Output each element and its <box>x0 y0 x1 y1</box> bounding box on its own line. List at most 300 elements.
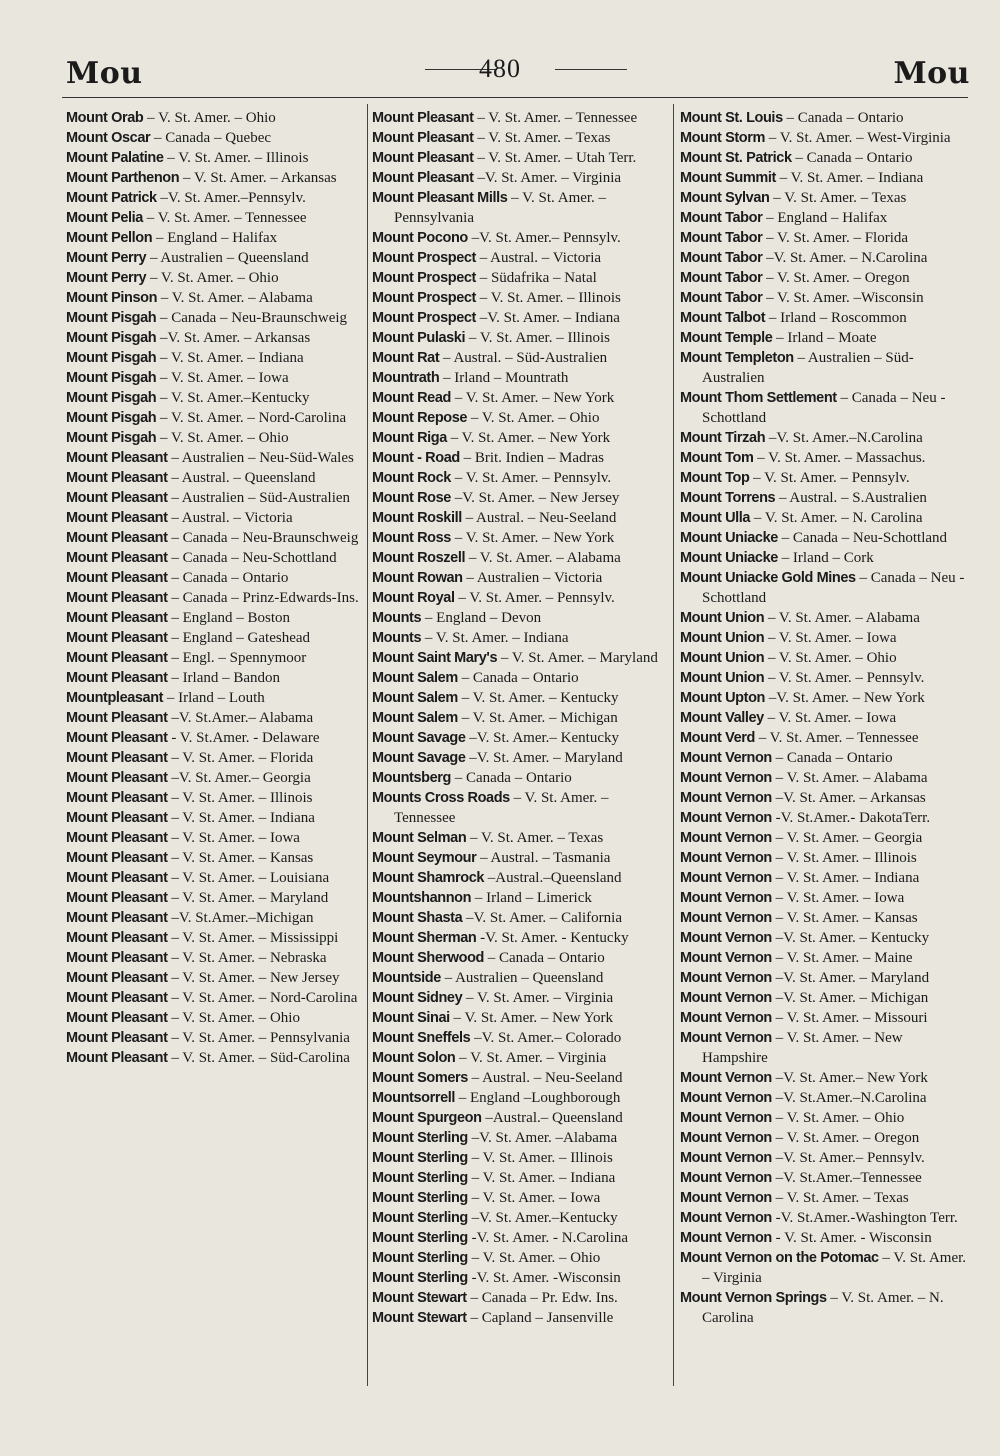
gazetteer-entry <box>372 888 670 908</box>
place-name: Mount Tabor <box>680 250 763 266</box>
gazetteer-entry <box>66 988 364 1008</box>
place-location: – V. St. Amer. – Pennsylv. <box>454 590 615 606</box>
place-location: – V. St. Amer. – Georgia <box>771 830 923 846</box>
place-location: – Südafrika – Natal <box>475 270 597 286</box>
gazetteer-entry <box>372 248 670 268</box>
place-name: Mount Perry <box>66 270 147 286</box>
place-location: – V. St. Amer. – Kentucky <box>457 690 619 706</box>
place-name: Mount Pulaski <box>372 330 466 346</box>
gazetteer-entry <box>680 1188 972 1208</box>
page-number: 480 <box>479 54 521 83</box>
gazetteer-entry <box>372 288 670 308</box>
gazetteer-entry <box>372 1268 670 1288</box>
place-location: – V. St. Amer. – Pennsylv. <box>764 670 925 686</box>
place-location: – V. St. Amer. – Iowa <box>467 1190 601 1206</box>
gazetteer-entry <box>372 408 670 428</box>
place-name: Mount Rowan <box>372 570 463 586</box>
place-name: Mount Prospect <box>372 290 476 306</box>
place-name: Mount Orab <box>66 110 144 126</box>
gazetteer-entry <box>372 1148 670 1168</box>
gazetteer-entry <box>680 268 972 288</box>
place-name: Mount Pisgah <box>66 370 157 386</box>
place-name: Mount Pleasant <box>66 710 168 726</box>
place-location: – V. St. Amer. – Virginia <box>455 1050 607 1066</box>
place-location: – V. St. Amer. – Illinois <box>163 150 309 166</box>
place-name: Mount Union <box>680 610 765 626</box>
place-name: Mount Valley <box>680 710 764 726</box>
place-location: – Canada – Neu-Schottland <box>777 530 948 546</box>
place-name: Mount Sherman <box>372 930 477 946</box>
place-name: Mount Ulla <box>680 510 751 526</box>
place-name: Mount Pleasant <box>66 490 168 506</box>
place-location: –V. St. Amer.– Colorado <box>470 1030 622 1046</box>
gazetteer-entry <box>680 888 972 908</box>
place-location: –V. St. Amer. – New Jersey <box>450 490 620 506</box>
gazetteer-entry <box>372 388 670 408</box>
place-name: Mount Vernon <box>680 750 772 766</box>
gazetteer-entry <box>372 528 670 548</box>
place-location: –V. St.Amer.– Alabama <box>167 710 314 726</box>
place-location: – Irland – Moate <box>772 330 877 346</box>
place-name: Mount Union <box>680 670 765 686</box>
place-name: Mount Rat <box>372 350 440 366</box>
place-name: Mount Pellon <box>66 230 153 246</box>
column-divider-2 <box>673 104 674 1386</box>
place-name: Mount Sterling <box>372 1230 468 1246</box>
gazetteer-entry <box>680 528 972 548</box>
place-name: Mount Vernon <box>680 1190 772 1206</box>
place-name: Mount Riga <box>372 430 447 446</box>
place-name: Mount Savage <box>372 750 466 766</box>
gazetteer-entry <box>66 428 364 448</box>
place-name: Mount Salem <box>372 710 458 726</box>
place-name: Mount Talbot <box>680 310 766 326</box>
place-location: – England –Loughborough <box>455 1090 621 1106</box>
gazetteer-entry <box>680 1228 972 1248</box>
place-name: Mount Sterling <box>372 1150 468 1166</box>
place-location: –V. St. Amer. – N.Carolina <box>762 250 928 266</box>
place-location: – V. St. Amer. – Michigan <box>457 710 618 726</box>
gazetteer-entry <box>66 628 364 648</box>
place-name: Mount Pleasant <box>66 830 168 846</box>
place-location: – V. St. Amer. – Nebraska <box>167 950 327 966</box>
place-location: – V. St. Amer. – Ohio <box>167 1010 300 1026</box>
place-location: – V. St. Amer. – Iowa <box>771 890 905 906</box>
gazetteer-entry <box>66 908 364 928</box>
gazetteer-entry <box>680 1068 972 1088</box>
place-location: – V. St. Amer. – New Jersey <box>167 970 340 986</box>
place-name: Mount Pleasant <box>66 510 168 526</box>
place-location: – V. St. Amer. – Texas <box>769 190 907 206</box>
gazetteer-entry <box>66 728 364 748</box>
gazetteer-entry <box>680 628 972 648</box>
place-name: Mount St. Patrick <box>680 150 792 166</box>
gazetteer-entry <box>66 168 364 188</box>
place-location: – V. St. Amer. – Indiana <box>421 630 569 646</box>
place-name: Mount Pleasant <box>66 870 168 886</box>
gazetteer-entry <box>372 988 670 1008</box>
place-location: – V. St. Amer. – Alabama <box>465 550 621 566</box>
place-location: – V. St. Amer. – New York <box>449 1010 613 1026</box>
place-name: Mount Vernon <box>680 910 772 926</box>
place-name: Mount Sherwood <box>372 950 484 966</box>
place-name: Mount Read <box>372 390 451 406</box>
place-location: – V. St. Amer. – Tennessee <box>142 210 307 226</box>
gazetteer-entry <box>680 288 972 308</box>
gazetteer-entry <box>372 868 670 888</box>
place-location: -V. St.Amer.-Washington Terr. <box>771 1210 958 1226</box>
gazetteer-entry <box>680 1128 972 1148</box>
gazetteer-entry <box>680 968 972 988</box>
place-location: – Austral. – Neu-Seeland <box>467 1070 623 1086</box>
gazetteer-entry <box>66 448 364 468</box>
page-header <box>0 0 1000 100</box>
gazetteer-entry <box>372 508 670 528</box>
gazetteer-entry <box>680 1148 972 1168</box>
place-location: – V. St. Amer. – Oregon <box>762 270 910 286</box>
gazetteer-entry <box>372 1308 670 1328</box>
place-location: – Austral. – Victoria <box>475 250 602 266</box>
column-1 <box>66 108 364 1068</box>
place-location: – Canada – Neu - Schottland <box>702 390 946 426</box>
gazetteer-entry <box>680 648 972 668</box>
place-location: – V. St. Amer. – N. Carolina <box>702 1290 944 1326</box>
place-location: – Austral. – Victoria <box>167 510 293 526</box>
place-location: – Australien – Neu-Süd-Wales <box>167 450 354 466</box>
place-location: – V. St. Amer. – Illinois <box>467 1150 613 1166</box>
place-name: Mount Vernon <box>680 1230 772 1246</box>
gazetteer-entry <box>372 608 670 628</box>
place-location: – V. St. Amer. – Florida <box>762 230 909 246</box>
place-name: Mount Somers <box>372 1070 468 1086</box>
place-location: – V. St. Amer. – Pennsylv. <box>749 470 910 486</box>
place-name: Mount Top <box>680 470 750 486</box>
place-location: – V. St. Amer. – Maine <box>771 950 913 966</box>
gazetteer-entry <box>372 168 670 188</box>
gazetteer-entry <box>372 308 670 328</box>
place-location: –V. St. Amer. – Michigan <box>771 990 929 1006</box>
place-name: Mount Prospect <box>372 250 476 266</box>
gazetteer-entry <box>680 208 972 228</box>
place-name: Mount Pleasant <box>66 810 168 826</box>
gazetteer-entry <box>372 848 670 868</box>
gazetteer-entry <box>66 1008 364 1028</box>
gazetteer-entry <box>372 928 670 948</box>
place-name: Mountpleasant <box>66 690 164 706</box>
place-name: Mount Pleasant <box>66 910 168 926</box>
place-name: Mount Saint Mary's <box>372 650 498 666</box>
gazetteer-entry <box>66 1028 364 1048</box>
place-name: Mount Tabor <box>680 270 763 286</box>
gazetteer-entry <box>372 108 670 128</box>
place-name: Mount Uniacke Gold Mines <box>680 570 856 586</box>
running-head-left: Mou <box>66 56 143 91</box>
place-name: Mount Royal <box>372 590 455 606</box>
place-location: – Austral. – Tasmania <box>476 850 611 866</box>
place-name: Mount Summit <box>680 170 776 186</box>
place-name: Mount Prospect <box>372 270 476 286</box>
place-location: – V. St. Amer. – New York <box>450 390 615 406</box>
place-name: Mount Rock <box>372 470 451 486</box>
place-location: – V. St. Amer. – Virginia <box>462 990 614 1006</box>
place-location: – England – Devon <box>421 610 542 626</box>
place-location: – V. St. Amer. – Pennsylvania <box>167 1030 350 1046</box>
place-location: –V. St. Amer. – Maryland <box>465 750 623 766</box>
gazetteer-entry <box>66 748 364 768</box>
place-name: Mount Prospect <box>372 310 476 326</box>
place-name: Mount Pleasant <box>372 130 474 146</box>
gazetteer-entry <box>66 928 364 948</box>
gazetteer-entry <box>680 768 972 788</box>
place-location: –V. St. Amer. – Maryland <box>771 970 930 986</box>
gazetteer-entry <box>66 868 364 888</box>
place-name: Mountside <box>372 970 441 986</box>
gazetteer-entry <box>372 368 670 388</box>
place-name: Mount Pisgah <box>66 330 157 346</box>
gazetteer-entry <box>66 588 364 608</box>
place-name: Mount Pleasant <box>66 610 168 626</box>
place-location: – V. St. Amer. – Missouri <box>771 1010 928 1026</box>
gazetteer-entry <box>372 448 670 468</box>
place-location: – Irland – Cork <box>777 550 874 566</box>
place-location: – V. St. Amer. – N. Carolina <box>750 510 923 526</box>
place-location: – V. St. Amer. – Virginia <box>702 1250 967 1286</box>
place-name: Mount Ross <box>372 530 451 546</box>
place-location: –V. St. Amer.–Kentucky <box>467 1210 618 1226</box>
place-location: – V. St. Amer. – Ohio <box>467 410 600 426</box>
gazetteer-entry <box>372 628 670 648</box>
place-name: Mountrath <box>372 370 440 386</box>
place-name: Mount Seymour <box>372 850 477 866</box>
column-divider-1 <box>367 104 368 1386</box>
place-name: Mounts <box>372 610 422 626</box>
gazetteer-entry <box>66 768 364 788</box>
place-location: – Canada – Neu-Schottland <box>167 550 337 566</box>
gazetteer-entry <box>372 228 670 248</box>
place-location: – V. St. Amer. – Texas <box>473 130 611 146</box>
place-location: – Irland – Mountrath <box>439 370 569 386</box>
place-name: Mount Pleasant <box>66 450 168 466</box>
place-name: Mount Vernon <box>680 870 772 886</box>
place-name: Mount Tabor <box>680 290 763 306</box>
place-location: – V. St. Amer. – Maryland <box>167 890 329 906</box>
place-name: Mount Vernon <box>680 1030 772 1046</box>
place-location: -V. St. Amer. - Kentucky <box>476 930 629 946</box>
place-location: – V. St. Amer. – Illinois <box>771 850 917 866</box>
place-name: Mount Vernon <box>680 1070 772 1086</box>
place-location: – Canada – Ontario <box>791 150 913 166</box>
gazetteer-entry <box>680 808 972 828</box>
place-location: – V. St. Amer. – Tennessee <box>394 790 609 826</box>
gazetteer-entry <box>66 328 364 348</box>
place-location: – Canada – Ontario <box>484 950 605 966</box>
place-name: Mount Pleasant Mills <box>372 190 508 206</box>
place-name: Mount Vernon <box>680 810 772 826</box>
place-location: –Austral.–Queensland <box>484 870 622 886</box>
place-location: – Australien – Queensland <box>440 970 604 986</box>
place-name: Mountsberg <box>372 770 451 786</box>
place-location: – V. St. Amer. – New Hampshire <box>702 1030 903 1066</box>
gazetteer-entry <box>680 668 972 688</box>
gazetteer-entry <box>66 248 364 268</box>
place-location: – England – Halifax <box>762 210 888 226</box>
place-location: – V. St. Amer. – Ohio <box>771 1110 905 1126</box>
gazetteer-entry <box>372 728 670 748</box>
place-location: – Irland – Limerick <box>471 890 592 906</box>
gazetteer-entry <box>680 1288 972 1328</box>
gazetteer-entry <box>680 108 972 128</box>
place-name: Mount Torrens <box>680 490 776 506</box>
place-location: –V. St. Amer. – Arkansas <box>771 790 926 806</box>
place-location: – V. St. Amer. – Indiana <box>156 350 304 366</box>
gazetteer-entry <box>680 708 972 728</box>
place-location: –V. St.Amer.–Tennessee <box>771 1170 922 1186</box>
gazetteer-entry <box>680 428 972 448</box>
gazetteer-entry <box>66 288 364 308</box>
place-name: Mount Pleasant <box>372 150 474 166</box>
place-location: - V. St.Amer. - Delaware <box>167 730 320 746</box>
place-name: Mount Pleasant <box>66 590 168 606</box>
place-location: – Brit. Indien – Madras <box>459 450 604 466</box>
gazetteer-entry <box>66 508 364 528</box>
gazetteer-entry <box>680 908 972 928</box>
place-name: Mount Palatine <box>66 150 164 166</box>
gazetteer-entry <box>372 688 670 708</box>
place-location: – England – Halifax <box>152 230 278 246</box>
place-location: –V. St. Amer. – Kentucky <box>771 930 930 946</box>
place-location: – V. St. Amer. – Texas <box>771 1190 909 1206</box>
place-name: Mount Pleasant <box>66 1030 168 1046</box>
place-location: – England – Boston <box>167 610 291 626</box>
place-name: Mount Salem <box>372 690 458 706</box>
gazetteer-entry <box>66 668 364 688</box>
gazetteer-entry <box>680 168 972 188</box>
column-2 <box>372 108 670 1328</box>
place-location: – Canada – Prinz-Edwards-Ins. <box>167 590 359 606</box>
place-name: Mounts <box>372 630 422 646</box>
gazetteer-entry <box>680 448 972 468</box>
gazetteer-entry <box>66 808 364 828</box>
place-location: – V. St. Amer. – West-Virginia <box>765 130 951 146</box>
place-name: Mount Pleasant <box>66 530 168 546</box>
gazetteer-entry <box>372 1248 670 1268</box>
place-name: Mount Shasta <box>372 910 463 926</box>
place-name: Mount Templeton <box>680 350 794 366</box>
place-location: – V. St. Amer. – Nord-Carolina <box>167 990 358 1006</box>
place-name: Mount Pleasant <box>66 770 168 786</box>
place-location: – V. St. Amer. – Indiana <box>467 1170 616 1186</box>
place-location: –Austral.– Queensland <box>481 1110 623 1126</box>
place-location: -V. St.Amer.- DakotaTerr. <box>771 810 931 826</box>
place-location: –V. St. Amer.–N.Carolina <box>765 430 923 446</box>
gazetteer-entry <box>680 228 972 248</box>
gazetteer-entry <box>680 828 972 848</box>
place-name: Mount Uniacke <box>680 550 778 566</box>
place-name: Mount Vernon <box>680 970 772 986</box>
gazetteer-entry <box>66 208 364 228</box>
place-name: Mount Vernon on the Potomac <box>680 1250 879 1266</box>
place-location: – V. St. Amer. – Iowa <box>763 710 897 726</box>
place-name: Mount Tom <box>680 450 754 466</box>
place-name: Mount Stewart <box>372 1310 467 1326</box>
place-location: – V. St. Amer. – Illinois <box>167 790 313 806</box>
place-location: –V. St.Amer.–N.Carolina <box>771 1090 927 1106</box>
gazetteer-entry <box>372 468 670 488</box>
place-name: Mount Pleasant <box>66 990 168 1006</box>
place-name: Mount Shamrock <box>372 870 485 886</box>
gazetteer-entry <box>372 568 670 588</box>
place-name: Mount Pleasant <box>66 950 168 966</box>
place-name: Mount Pleasant <box>66 470 168 486</box>
place-name: Mount Sterling <box>372 1190 468 1206</box>
gazetteer-entry <box>680 688 972 708</box>
place-location: – V. St. Amer. –Wisconsin <box>762 290 924 306</box>
gazetteer-entry <box>372 588 670 608</box>
gazetteer-entry <box>680 468 972 488</box>
place-name: Mount - Road <box>372 450 460 466</box>
place-location: – Canada – Neu-Braunschweig <box>156 310 348 326</box>
place-location: – V. St. Amer. – Mississippi <box>167 930 339 946</box>
gazetteer-entry <box>372 788 670 828</box>
gazetteer-entry <box>66 1048 364 1068</box>
place-name: Mount Pleasant <box>66 670 168 686</box>
running-head-right: Mou <box>893 56 970 91</box>
place-location: – V. St. Amer. – Pennsylvania <box>394 190 607 226</box>
gazetteer-entry <box>66 828 364 848</box>
place-name: Mount Vernon <box>680 1010 772 1026</box>
gazetteer-entry <box>372 1288 670 1308</box>
place-location: –V. St. Amer.– Georgia <box>167 770 311 786</box>
place-location: –V. St. Amer.– Kentucky <box>465 730 619 746</box>
place-location: – V. St. Amer. – Tennessee <box>473 110 638 126</box>
place-name: Mount Vernon <box>680 930 772 946</box>
place-name: Mount Pleasant <box>66 970 168 986</box>
place-name: Mount Vernon <box>680 1210 772 1226</box>
place-location: – V. St. Amer. – Alabama <box>157 290 313 306</box>
place-location: – V. St. Amer. – Kansas <box>167 850 314 866</box>
place-name: Mount Stewart <box>372 1290 467 1306</box>
place-location: – V. St. Amer. – Alabama <box>771 770 928 786</box>
place-location: – V. St. Amer. – Arkansas <box>179 170 337 186</box>
place-location: – Canada – Pr. Edw. Ins. <box>466 1290 618 1306</box>
place-name: Mount Pleasant <box>66 750 168 766</box>
place-location: – Canada – Ontario <box>450 770 572 786</box>
gazetteer-entry <box>372 488 670 508</box>
place-name: Mount Vernon <box>680 830 772 846</box>
place-name: Mount Upton <box>680 690 765 706</box>
gazetteer-entry <box>66 468 364 488</box>
place-location: – V. St. Amer. – Alabama <box>764 610 920 626</box>
gazetteer-entry <box>680 308 972 328</box>
gazetteer-entry <box>66 688 364 708</box>
gazetteer-entry <box>66 308 364 328</box>
place-name: Mount Tabor <box>680 230 763 246</box>
place-name: Mount Pleasant <box>66 890 168 906</box>
place-name: Mount Pelia <box>66 210 143 226</box>
place-name: Mount Uniacke <box>680 530 778 546</box>
place-name: Mount Roskill <box>372 510 462 526</box>
place-location: – V. St. Amer. – Tennessee <box>754 730 919 746</box>
gazetteer-entry <box>680 128 972 148</box>
place-location: –V. St.Amer.–Michigan <box>167 910 314 926</box>
gazetteer-entry <box>372 1088 670 1108</box>
gazetteer-entry <box>372 828 670 848</box>
place-location: –V. St. Amer. – New York <box>764 690 925 706</box>
place-name: Mount Pleasant <box>66 930 168 946</box>
gazetteer-entry <box>372 1108 670 1128</box>
gazetteer-entry <box>66 488 364 508</box>
place-name: Mount Vernon <box>680 1090 772 1106</box>
